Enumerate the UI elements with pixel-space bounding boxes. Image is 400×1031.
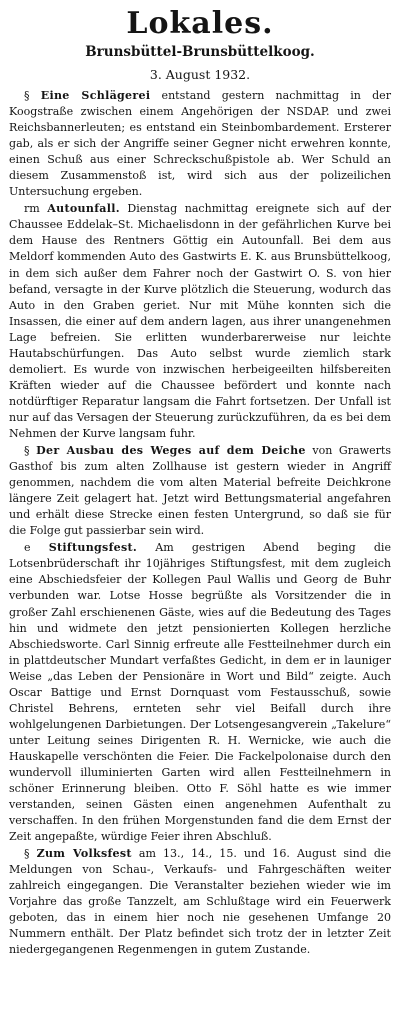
section-title: Lokales. (126, 6, 274, 41)
article-headline: Eine Schlägerei (40, 89, 151, 102)
dateline: 3. August 1932. (149, 67, 251, 82)
article-prefix: § (24, 89, 30, 102)
article-body: entstand gestern nachmittag in der Koogstraße zwischen einem Angehörigen der NSDAP. und zwei Reichsbannerleuten; es entstand ein Steinbombardement. Ersterer gab, als er sich der Angriffe seiner Gegner nicht erwehren konnte, einen Schuß aus einer Schreckschußpistole ab. Wer Schuld an diesem Zusammenstoß ist, wird sich aus der polizeilichen Untersuchung ergeben. (9, 89, 391, 199)
article-headline: Der Ausbau des Weges auf dem Deiche (36, 444, 306, 458)
article-foundation-festival (9, 540, 391, 845)
article-body: Dienstag nachmittag ereignete sich auf der Chaussee Eddelak–St. Michaelisdonn in der gefährlichen Kurve bei dem Hause des Rentners Göttig ein Autounfall. Bei dem aus Meldorf kommenden Auto des Gastwirts E. K. aus Brunsbüttelkoog, in dem sich außer dem Fahrer noch der Gastwirt O. S. von hier befand, versagte in der Kurve plötzlich die Steuerung, wodurch das Auto in den Graben geriet. Nur mit Mühe konnten sich die Insassen, die einer auf dem andern lagen, aus ihrer unangenehmen Lage befreien. Sie erlitten wunderbarerweise nur leichte Hautabschürfungen. Das Auto selbst wurde ziemlich stark demoliert. Es wurde von inzwischen herbeigeeilten hilfsbereiten Kräften wieder auf die Chaussee befördert und konnte nach notdürftiger Reparatur langsam die Fahrt fortsetzen. Der Unfall ist nur auf das Versagen der Steuerung zurückzuführen, da es bei dem Nehmen der Kurve langsam fuhr. (9, 202, 392, 440)
article-body: Am gestrigen Abend beging die Lotsenbrüderschaft ihr 10jähriges Stiftungsfest, mit dem zugleich eine Abschiedsfeier der Kollegen Paul Wallis und Georg de Buhr verbunden war. Lotse Hosse begrüßte als Vorsitzender die in großer Zahl erschienenen Gäste, wies auf die Bedeutung des Tages hin und widmete den jetzt pensionierten Kollegen herzliche Abschiedsworte. Carl Sinnig erfreute alle Festteilnehmer durch ein in plattdeutscher Mundart verfaßtes Gedicht, in dem er in launiger Weise „das Leben der Pensionäre in Wort und Bild“ zeigte. Auch Oscar Battige und Ernst Dornquast vom Festausschuß, sowie Christel Behrens, ernteten sehr viel Beifall durch ihre wohlgelungenen Darbietungen. Der Lotsengesangverein „Takelure“ unter Leitung seines Dirigenten R. H. Wernicke, wie auch die Hauskapelle verschönten die Feier. Die Fackelpolonaise durch den wundervoll illuminierten Garten wird allen Festteilnehmern in schöner Erinnerung bleiben. Otto F. Söhl hatte es wie immer verstanden, seinen Gästen einen angenehmen Aufenthalt zu verschaffen. In den frühen Morgenstunden fand die dem Ernst der Zeit angepaßte, würdige Feier ihren Abschluß. (9, 541, 391, 844)
article-body: von Grawerts Gasthof bis zum alten Zollhause ist gestern wieder in Angriff genommen, nachdem die vom alten Material befreite Deichkrone längere Zeit gelagert hat. Jetzt wird Bettungsmaterial angefahren und erhält diese Strecke einen festen Untergrund, so daß sie für die Folge gut passierbar sein wird. (9, 444, 392, 538)
place-heading: Brunsbüttel-Brunsbüttelkoog. (85, 44, 315, 60)
article-headline: Zum Volksfest (36, 847, 132, 861)
article-dike-road (9, 443, 391, 539)
article-car-accident (9, 201, 391, 442)
article-prefix: e (24, 541, 31, 555)
article-prefix: § (24, 444, 30, 458)
article-body: am 13., 14., 15. und 16. August sind die Meldungen von Schau-, Verkaufs- und Fahrgeschäften weiter zahlreich eingegangen. Die Veranstalter beziehen wieder wie im Vorjahre das große Tanzzelt, am Schlußtage wird ein Feuerwerk geboten, das in einem hier noch nie gesehenen Umfange 20 Nummern enthält. Der Platz befindet sich trotz der in letzter Zeit niedergegangenen Regenmengen in gutem Zustande. (9, 847, 391, 957)
article-prefix: rm (24, 202, 40, 216)
article-headline: Stiftungsfest. (48, 541, 138, 555)
article-brawl (9, 88, 391, 200)
article-prefix: § (24, 847, 30, 861)
article-headline: Autounfall. (47, 202, 120, 216)
article-folk-festival (9, 846, 391, 958)
